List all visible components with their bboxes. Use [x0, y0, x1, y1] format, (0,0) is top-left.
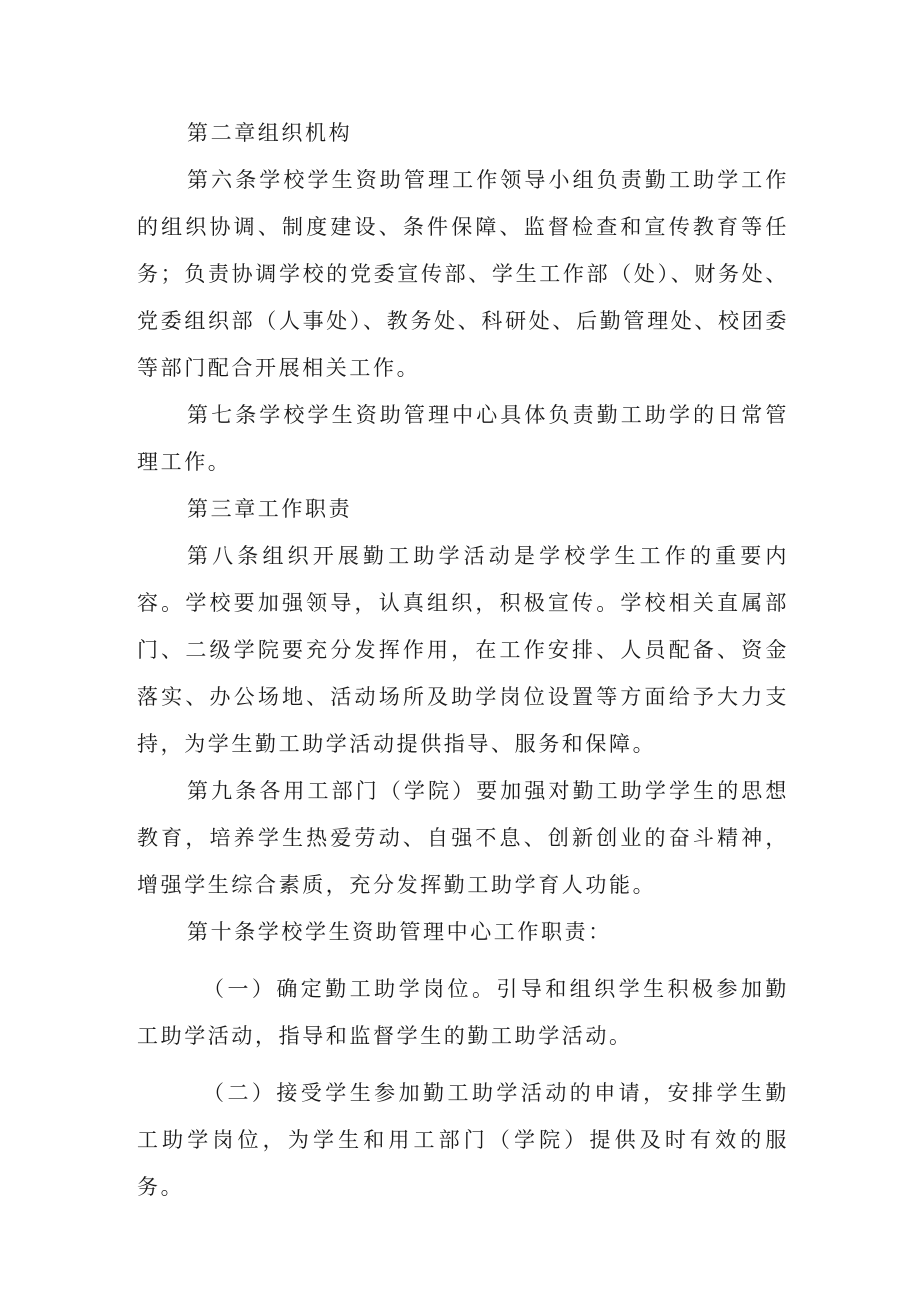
- article-6: 第六条学校学生资助管理工作领导小组负责勤工助学工作的组织协调、制度建设、条件保障、监督检查和宣传教育等任务；负责协调学校的党委宣传部、学生工作部（处）、财务处、党委组织部（人事处）、教务处、科研处、后勤管理处、校团委等部门配合开展相关工作。: [137, 168, 789, 380]
- document-page: [137, 110, 789, 1211]
- chapter-heading-2: 第二章组织机构: [187, 121, 353, 145]
- article-8: 第八条组织开展勤工助学活动是学校学生工作的重要内容。学校要加强领导，认真组织，积极宣传。学校相关直属部门、二级学院要充分发挥作用，在工作安排、人员配备、资金落实、办公场地、活动场所及助学岗位设置等方面给予大力支持，为学生勤工助学活动提供指导、服务和保障。: [137, 544, 789, 756]
- article-9: 第九条各用工部门（学院）要加强对勤工助学学生的思想教育，培养学生热爱劳动、自强不息、创新创业的奋斗精神，增强学生综合素质，充分发挥勤工助学育人功能。: [137, 779, 789, 897]
- article-7: 第七条学校学生资助管理中心具体负责勤工助学的日常管理工作。: [137, 403, 789, 474]
- chapter-heading-3: 第三章工作职责: [187, 497, 353, 521]
- article-10-item-2: （二）接受学生参加勤工助学活动的申请，安排学生勤工助学岗位，为学生和用工部门（学院）提供及时有效的服务。: [137, 1081, 789, 1199]
- article-10-item-1: （一）确定勤工助学岗位。引导和组织学生积极参加勤工助学活动，指导和监督学生的勤工助学活动。: [137, 977, 789, 1048]
- article-10: 第十条学校学生资助管理中心工作职责：: [187, 920, 612, 944]
